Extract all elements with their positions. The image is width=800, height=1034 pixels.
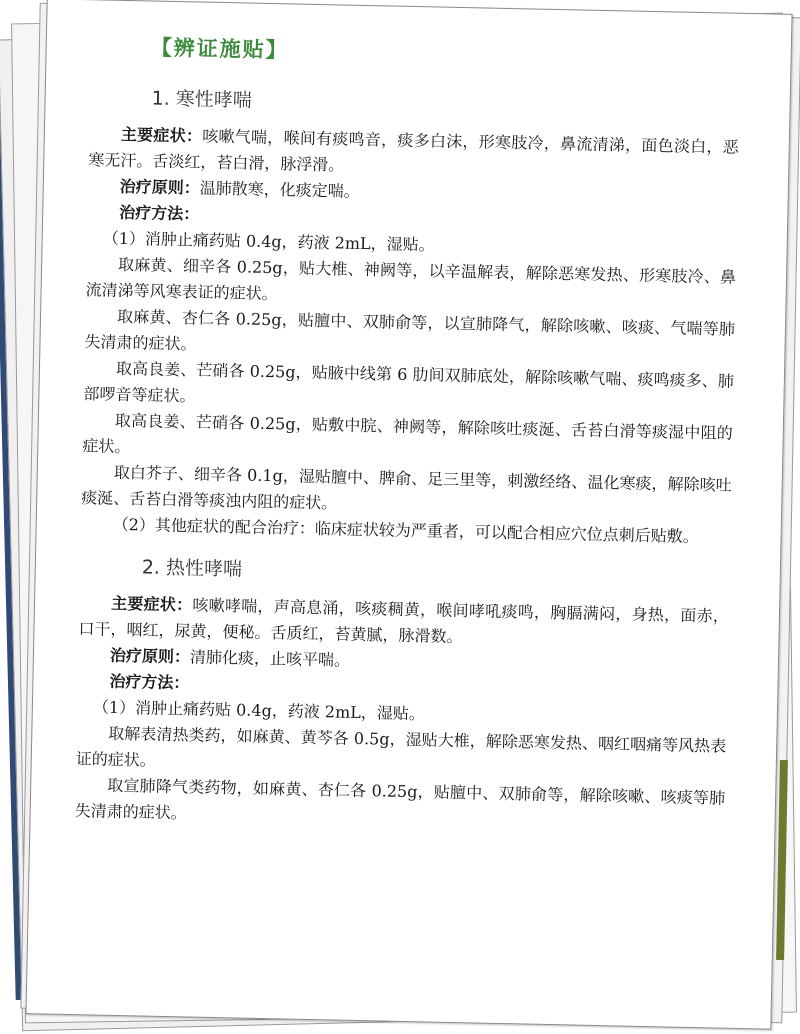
s1-para-6: 取白芥子、细辛各 0.1g，湿贴膻中、脾俞、足三里等，刺激经络、温化寒痰，解除咳吐痰涎、舌苔白滑等痰浊内阻的症状。	[81, 462, 732, 513]
s1-para-1: （1）消肿止痛药贴 0.4g，药液 2mL，湿贴。	[102, 228, 435, 255]
text: 咳嗽气喘，喉间有痰鸣音，痰多白沫，形寒肢冷，鼻流清涕，面色淡白，恶寒无汗。舌淡红，苔白滑，脉浮滑。	[88, 126, 739, 175]
s1-method-label: 治疗方法：	[119, 202, 200, 224]
page-content	[74, 30, 740, 837]
text: 清肺化痰，止咳平喘。	[189, 647, 351, 670]
s2-para-2: 取解表清热类药，如麻黄、黄芩各 0.5g，湿贴大椎，解除恶寒发热、咽红咽痛等风热表证的症状。	[75, 723, 727, 770]
text: 咳嗽哮喘，声高息涌，咳痰稠黄，喉间哮吼痰鸣，胸膈满闷，身热，面赤，口干，咽红，尿黄，便秘。舌质红，苔黄腻，脉滑数。	[78, 595, 730, 647]
label: 主要症状：	[110, 593, 193, 615]
section-title: 【辨证施贴】	[150, 34, 289, 63]
s1-para-4: 取高良姜、芒硝各 0.25g，贴腋中线第 6 肋间双肺底处，解除咳嗽气喘、痰鸣痰多、肺部啰音等症状。	[83, 358, 735, 406]
s1-para-5: 取高良姜、芒硝各 0.25g，贴敷中脘、神阙等，解除咳吐痰涎、舌苔白滑等痰湿中阻的症状。	[82, 410, 733, 457]
s1-para-2: 取麻黄、细辛各 0.25g，贴大椎、神阙等，以辛温解表，解除恶寒发热、形寒肢冷、鼻流清涕等风寒表证的症状。	[85, 254, 737, 304]
s2-method-label: 治疗方法：	[109, 671, 190, 693]
heading-hot-asthma: 2. 热性哮喘	[141, 556, 243, 581]
s1-para-3: 取麻黄、杏仁各 0.25g，贴膻中、双肺俞等，以宣肺降气，解除咳嗽、咳痰、气喘等肺失清肃的症状。	[84, 306, 736, 354]
s1-para-7: （2）其他症状的配合治疗：临床症状较为严重者，可以配合相应穴位点刺后贴敷。	[112, 514, 699, 547]
document-page	[25, 0, 792, 1030]
label: 治疗原则：	[119, 176, 200, 198]
s2-para-3: 取宣肺降气类药物，如麻黄、杏仁各 0.25g，贴膻中、双肺俞等，解除咳嗽、咳痰等肺失清肃的症状。	[74, 775, 726, 823]
heading-cold-asthma: 1. 寒性哮喘	[151, 87, 253, 112]
label: 主要症状：	[120, 124, 203, 146]
s2-para-1: （1）消肿止痛药贴 0.4g，药液 2mL，湿贴。	[92, 697, 426, 724]
text: 温肺散寒，化痰定喘。	[199, 178, 360, 201]
label: 治疗原则：	[109, 645, 191, 667]
